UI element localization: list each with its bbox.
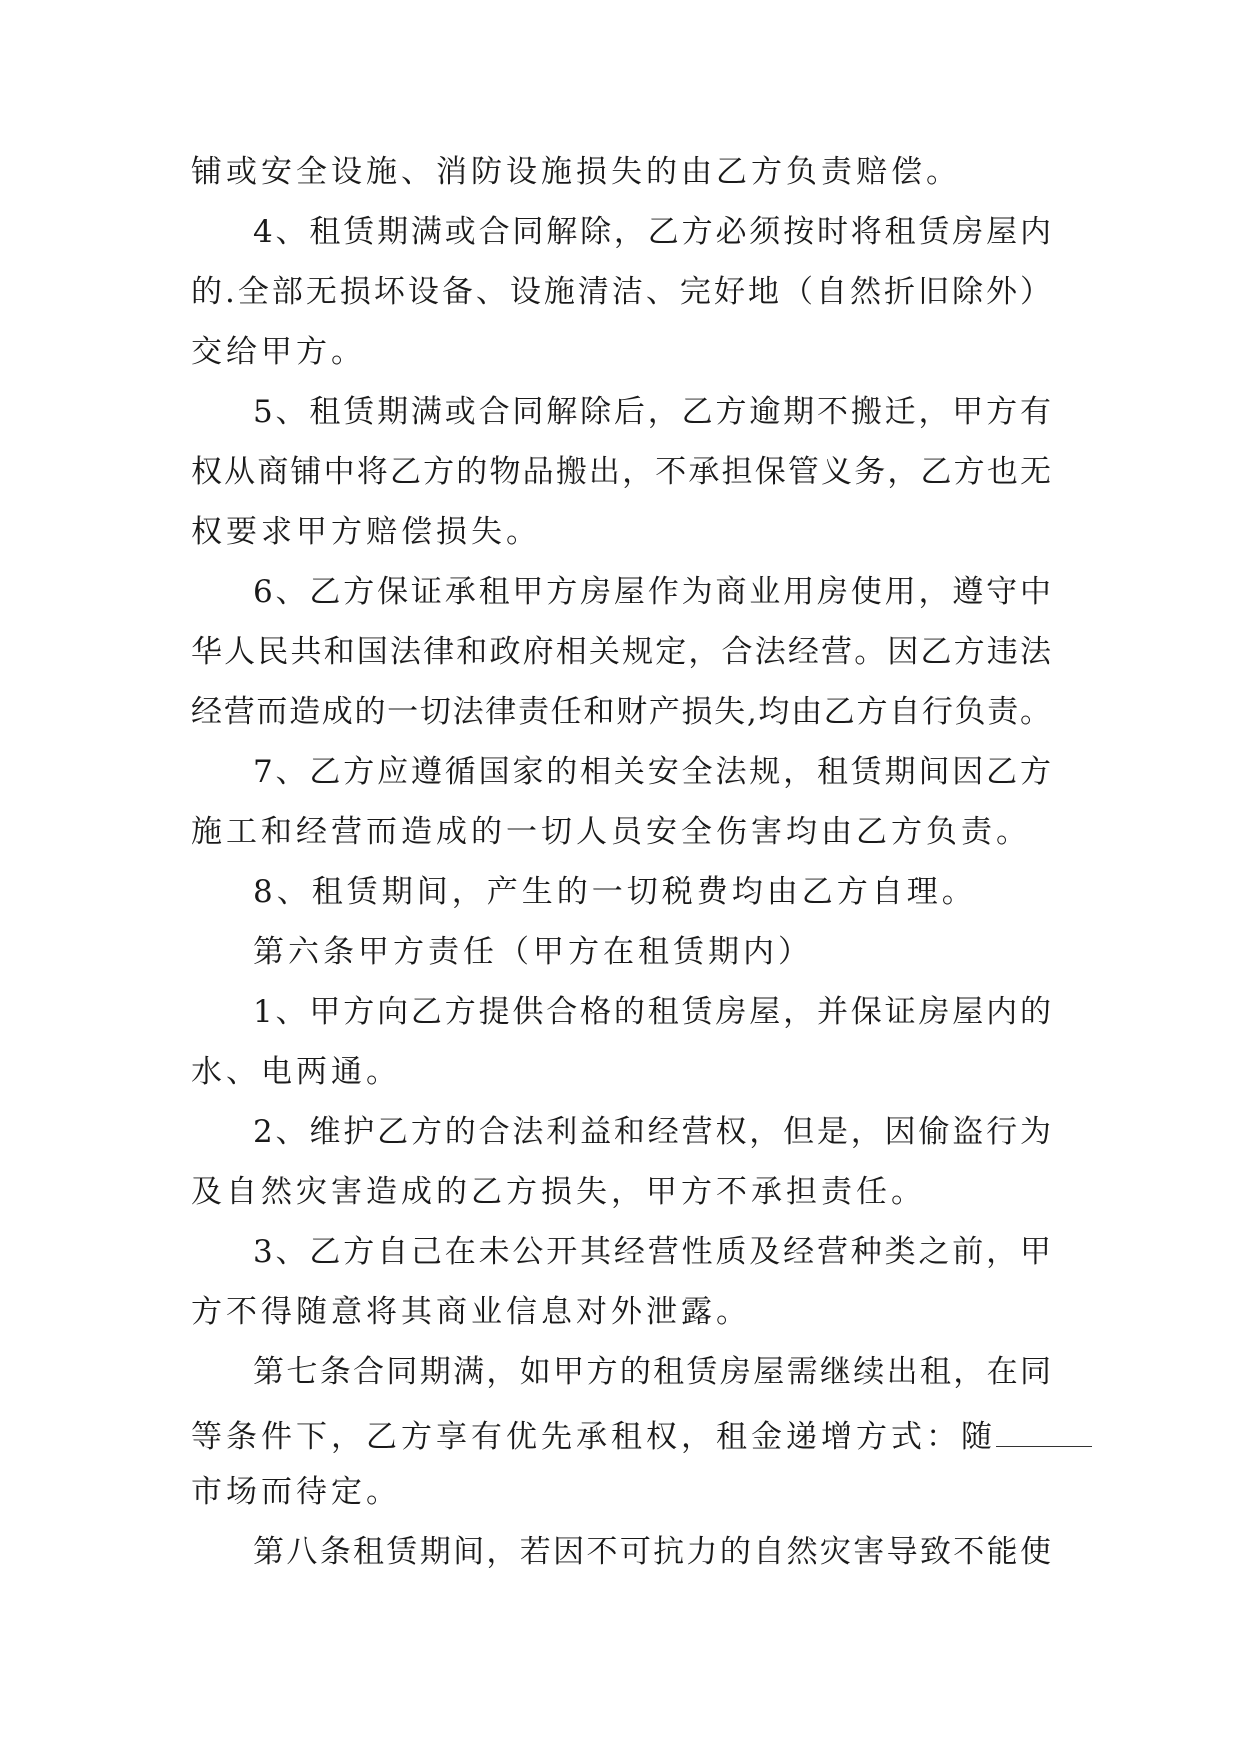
paragraph-line: 8、租赁期间，产生的一切税费均由乙方自理。 bbox=[253, 874, 977, 910]
fill-in-blank bbox=[996, 1410, 1092, 1447]
paragraph-line: 2、维护乙方的合法利益和经营权，但是，因偷盗行为 bbox=[253, 1114, 1051, 1150]
paragraph-line: 方不得随意将其商业信息对外泄露。 bbox=[191, 1294, 751, 1330]
paragraph-line: 的.全部无损坏设备、设施清洁、完好地（自然折旧除外） bbox=[191, 274, 1051, 310]
paragraph-line-text: 等条件下，乙方享有优先承租权，租金递增方式：随 bbox=[191, 1419, 996, 1455]
paragraph-line: 7、乙方应遵循国家的相关安全法规，租赁期间因乙方 bbox=[253, 754, 1051, 790]
paragraph-line: 5、租赁期满或合同解除后，乙方逾期不搬迁，甲方有 bbox=[253, 394, 1051, 430]
paragraph-line: 4、租赁期满或合同解除，乙方必须按时将租赁房屋内 bbox=[253, 214, 1051, 250]
paragraph-line: 市场而待定。 bbox=[191, 1474, 401, 1510]
paragraph-line: 及自然灾害造成的乙方损失，甲方不承担责任。 bbox=[191, 1174, 926, 1210]
paragraph-line: 华人民共和国法律和政府相关规定，合法经营。因乙方违法 bbox=[191, 634, 1051, 670]
paragraph-line: 水、电两通。 bbox=[191, 1054, 401, 1090]
paragraph-line-with-blank bbox=[191, 1410, 1051, 1454]
paragraph-line: 6、乙方保证承租甲方房屋作为商业用房使用，遵守中 bbox=[253, 574, 1051, 610]
section-heading: 第六条甲方责任（甲方在租赁期内） bbox=[253, 934, 813, 970]
paragraph-line: 1、甲方向乙方提供合格的租赁房屋，并保证房屋内的 bbox=[253, 994, 1051, 1030]
paragraph-line: 铺或安全设施、消防设施损失的由乙方负责赔偿。 bbox=[191, 154, 961, 190]
paragraph-line: 第七条合同期满，如甲方的租赁房屋需继续出租，在同 bbox=[253, 1354, 1051, 1390]
paragraph-line: 权从商铺中将乙方的物品搬出，不承担保管义务，乙方也无 bbox=[191, 454, 1051, 490]
paragraph-line: 交给甲方。 bbox=[191, 334, 366, 370]
paragraph-line: 3、乙方自己在未公开其经营性质及经营种类之前，甲 bbox=[253, 1234, 1051, 1270]
paragraph-line: 第八条租赁期间，若因不可抗力的自然灾害导致不能使 bbox=[253, 1534, 1051, 1570]
paragraph-line: 施工和经营而造成的一切人员安全伤害均由乙方负责。 bbox=[191, 814, 1031, 850]
paragraph-line: 权要求甲方赔偿损失。 bbox=[191, 514, 541, 550]
paragraph-line: 经营而造成的一切法律责任和财产损失,均由乙方自行负责。 bbox=[191, 694, 1051, 730]
